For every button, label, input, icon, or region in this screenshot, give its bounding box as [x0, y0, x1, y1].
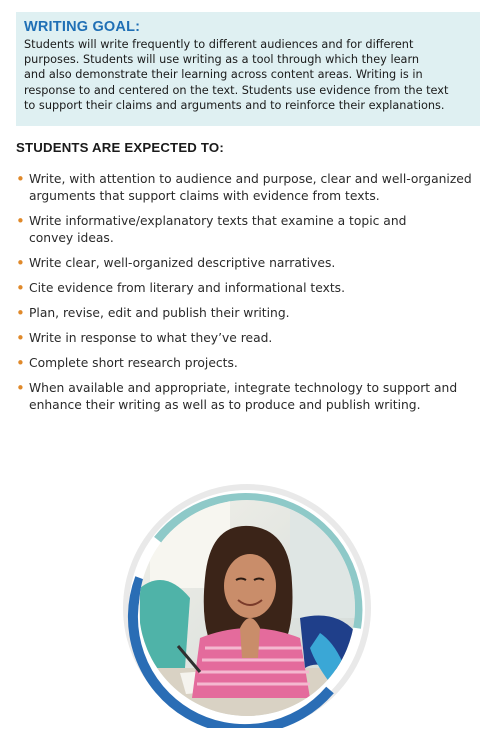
- list-item: [16, 171, 478, 205]
- list-item-line: enhance their writing as well as to produce and publish writing.: [29, 398, 421, 412]
- bullet-icon: •: [16, 170, 25, 188]
- list-item: [16, 280, 478, 297]
- list-item-line: convey ideas.: [29, 231, 114, 245]
- list-item-line: Write clear, well-organized descriptive narratives.: [29, 256, 336, 270]
- list-item-text: [29, 255, 478, 272]
- list-item-line: Cite evidence from literary and informational texts.: [29, 281, 345, 295]
- bullet-icon: •: [16, 379, 25, 397]
- student-photo-figure: [0, 468, 495, 728]
- expected-list: [16, 171, 478, 422]
- list-item-line: When available and appropriate, integrate technology to support and: [29, 381, 458, 395]
- list-item-line: arguments that support claims with evidence from texts.: [29, 189, 380, 203]
- goal-line: purposes. Students will use writing as a tool through which they learn: [24, 53, 420, 67]
- list-item: [16, 305, 478, 322]
- expected-heading: STUDENTS ARE EXPECTED TO:: [16, 140, 224, 155]
- list-item-line: Write in response to what they’ve read.: [29, 331, 273, 345]
- list-item: [16, 380, 478, 414]
- list-item: [16, 213, 478, 247]
- list-item-text: [29, 171, 478, 205]
- bullet-icon: •: [16, 254, 25, 272]
- list-item-text: [29, 330, 478, 347]
- list-item-line: Write, with attention to audience and purpose, clear and well-organized: [29, 172, 472, 186]
- goal-line: response to and centered on the text. Students use evidence from the text: [24, 83, 449, 97]
- bullet-icon: •: [16, 329, 25, 347]
- list-item-line: Write informative/explanatory texts that examine a topic and: [29, 214, 407, 228]
- writing-goal-text: [24, 37, 472, 113]
- list-item-text: [29, 380, 478, 414]
- writing-goal-box: [16, 12, 480, 126]
- list-item: [16, 355, 478, 372]
- list-item-text: [29, 355, 478, 372]
- bullet-icon: •: [16, 304, 25, 322]
- goal-line: and also demonstrate their learning across content areas. Writing is in: [24, 68, 423, 82]
- list-item-text: [29, 305, 478, 322]
- goal-line: to support their claims and arguments and to reinforce their explanations.: [24, 98, 445, 112]
- bullet-icon: •: [16, 279, 25, 297]
- goal-line: Students will write frequently to different audiences and for different: [24, 38, 414, 51]
- list-item-text: [29, 280, 478, 297]
- writing-goal-title: WRITING GOAL:: [24, 19, 141, 35]
- list-item-text: [29, 213, 478, 247]
- list-item: [16, 255, 478, 272]
- list-item-line: Complete short research projects.: [29, 356, 238, 370]
- list-item: [16, 330, 478, 347]
- student-photo-graphic: [0, 468, 495, 728]
- bullet-icon: •: [16, 354, 25, 372]
- list-item-line: Plan, revise, edit and publish their writing.: [29, 306, 290, 320]
- bullet-icon: •: [16, 212, 25, 230]
